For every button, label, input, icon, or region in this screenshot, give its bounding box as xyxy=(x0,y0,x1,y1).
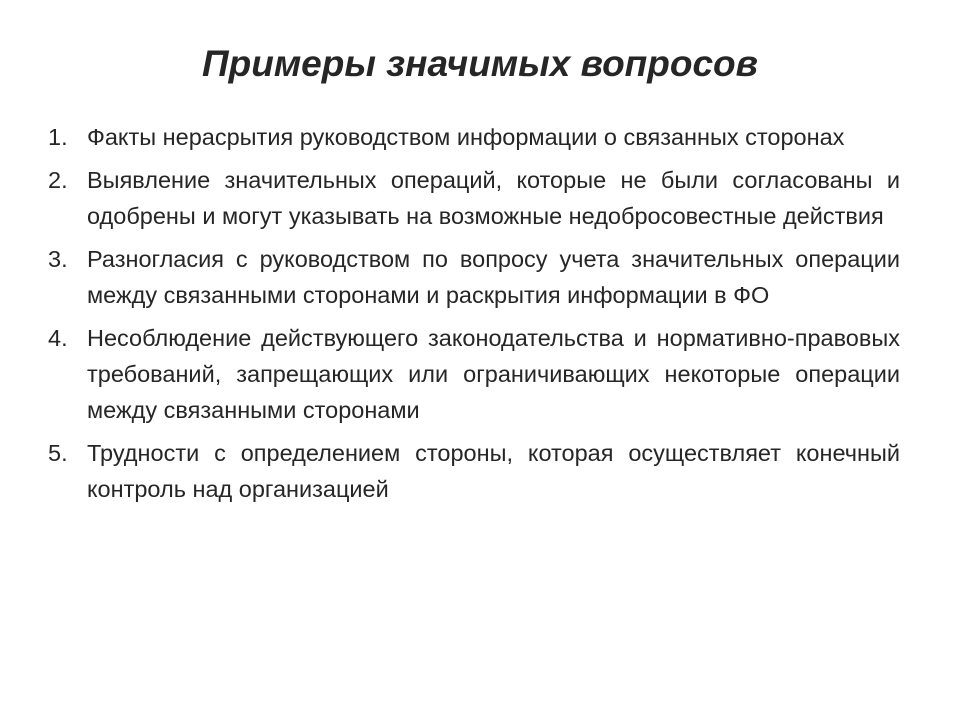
list-item-text: Трудности с определением стороны, которая осуществляет конечный контроль над организацией xyxy=(87,440,900,502)
list-item-number: 1. xyxy=(48,124,68,150)
list-item xyxy=(48,435,900,507)
list-item-number: 5. xyxy=(48,440,68,466)
list-item xyxy=(48,320,900,428)
list-item xyxy=(48,119,900,155)
list-item-text: Факты нерасрытия руководством информации о связанных сторонах xyxy=(87,124,845,150)
issues-list xyxy=(48,119,900,514)
list-item-text: Разногласия с руководством по вопросу учета значительных операции между связанными сторонами и раскрытия информации в ФО xyxy=(87,246,900,308)
list-item-number: 3. xyxy=(48,246,68,272)
list-item-number: 2. xyxy=(48,167,68,193)
list-item xyxy=(48,241,900,313)
list-item xyxy=(48,162,900,234)
slide-title: Примеры значимых вопросов xyxy=(202,43,758,84)
list-item-text: Несоблюдение действующего законодательства и нормативно-правовых требований, запрещающих или ограничивающих некоторые операции между связанными сторонами xyxy=(87,325,900,423)
list-item-number: 4. xyxy=(48,325,68,351)
list-item-text: Выявление значительных операций, которые не были согласованы и одобрены и могут указывать на возможные недобросовестные действия xyxy=(87,167,900,229)
